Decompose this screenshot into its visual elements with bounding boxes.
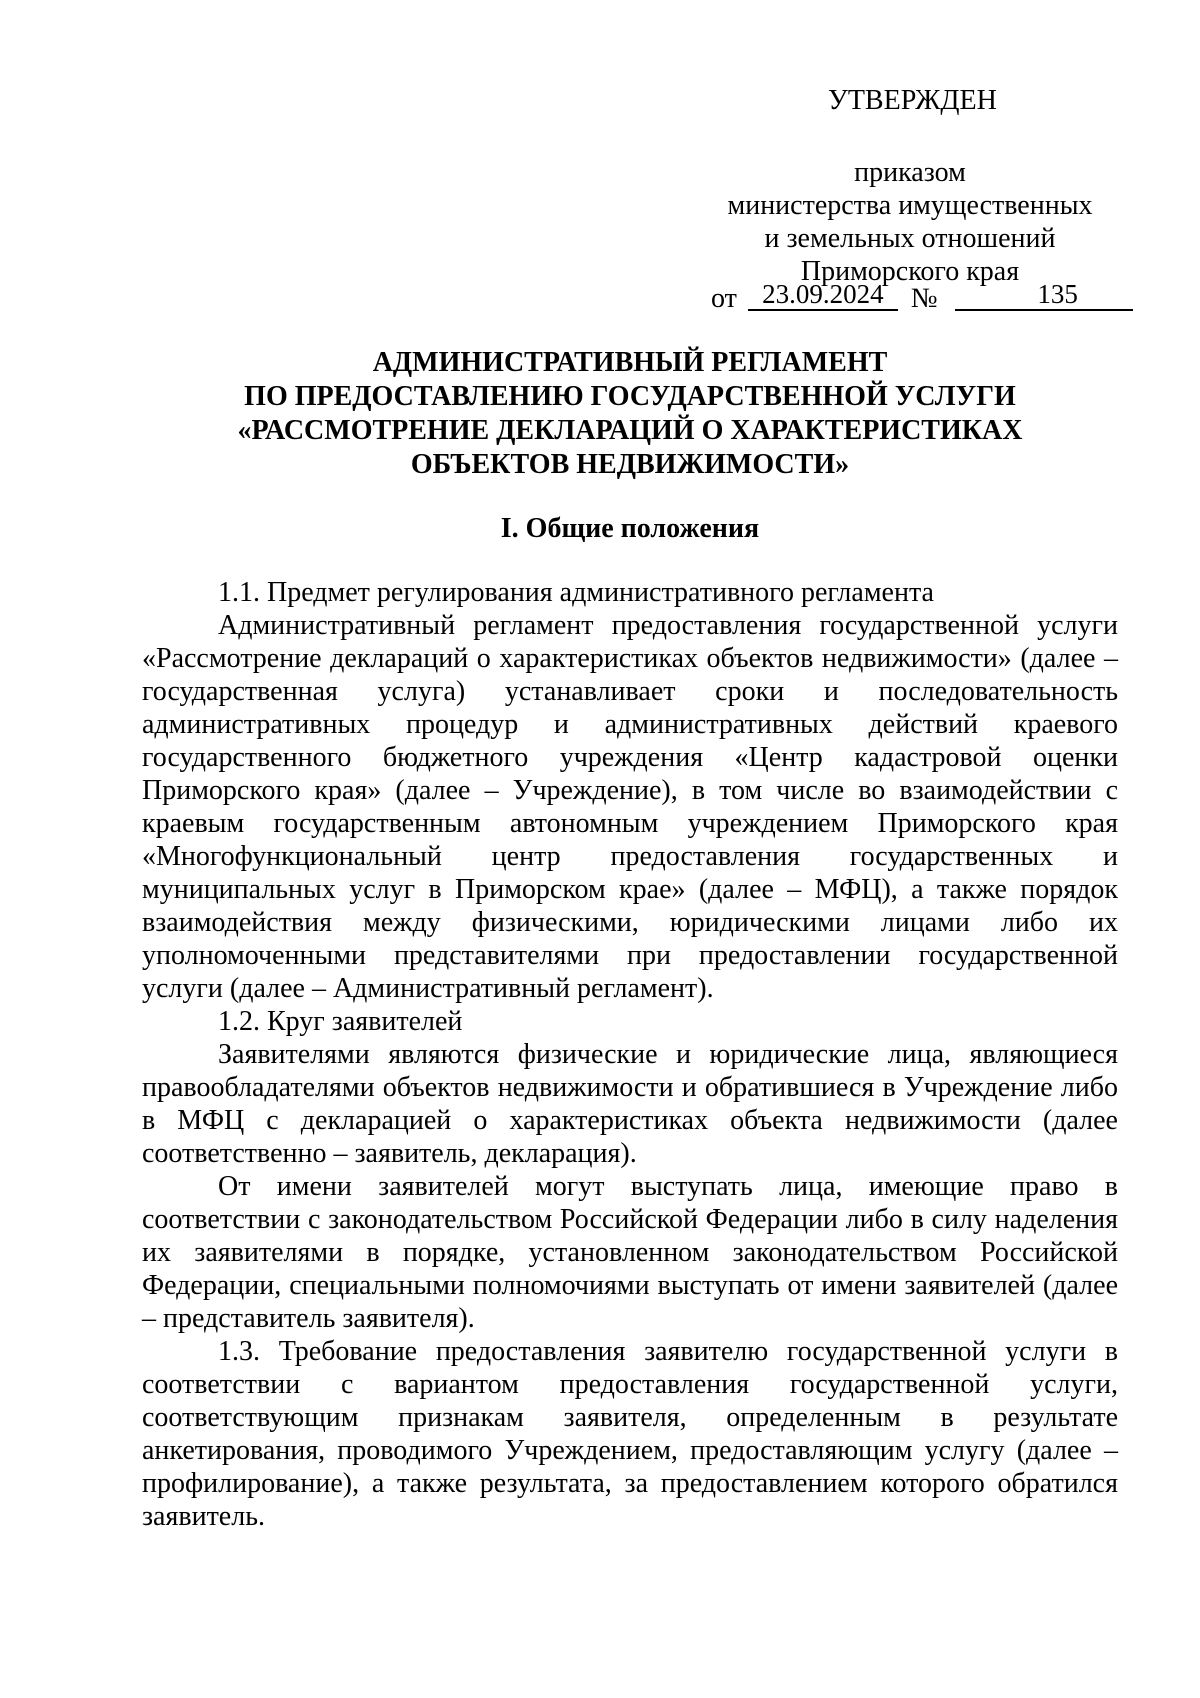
document-title-line: АДМИНИСТРАТИВНЫЙ РЕГЛАМЕНТ	[372, 347, 888, 378]
body-text	[142, 576, 1118, 1533]
paragraph: Административный регламент предоставления государственной услуги «Рассмотрение деклараций о характеристиках объектов недвижимости» (далее – государственная услуга) устанавливает сроки и последовательность административных процедур и административных действий краевого государственного бюджетного учреждения «Центр кадастровой оценки Приморского края» (далее – Учреждение), в том числе во взаимодействии с краевым государственным автономным учреждением Приморского края «Многофункциональный центр предоставления государственных и муниципальных услуг в Приморском крае» (далее – МФЦ), а также порядок взаимодействия между физическими, юридическими лицами либо их уполномоченными представителями при предоставлении государственной услуги (далее – Административный регламент).	[142, 610, 1118, 1004]
order-date-field: 23.09.2024	[748, 279, 898, 311]
section-heading: I. Общие положения	[500, 513, 760, 544]
number-prefix: №	[910, 283, 938, 314]
approval-block	[690, 156, 1130, 288]
date-prefix: от	[711, 283, 737, 314]
paragraph: От имени заявителей могут выступать лица, имеющие право в соответствии с законодательством Российской Федерации либо в силу наделения их заявителями в порядке, установленном законодательством Российской Федерации, специальными полномочиями выступать от имени заявителей (далее – представитель заявителя).	[142, 1171, 1118, 1334]
subsection-heading-1-1: 1.1. Предмет регулирования административного регламента	[218, 577, 934, 608]
paragraph: Заявителями являются физические и юридические лица, являющиеся правообладателями объектов недвижимости и обратившиеся в Учреждение либо в МФЦ с декларацией о характеристиках объекта недвижимости (далее соответственно – заявитель, декларация).	[142, 1039, 1118, 1169]
document-title-line: «РАССМОТРЕНИЕ ДЕКЛАРАЦИЙ О ХАРАКТЕРИСТИКАХ	[237, 415, 1023, 446]
approval-line-relations: и земельных отношений	[764, 223, 1056, 254]
subsection-heading-1-2: 1.2. Круг заявителей	[218, 1006, 463, 1037]
approval-line-region: Приморского края	[800, 256, 1020, 287]
document-title-line: ПО ПРЕДОСТАВЛЕНИЮ ГОСУДАРСТВЕННОЙ УСЛУГИ	[244, 381, 1016, 412]
order-number-field: 135	[955, 279, 1133, 311]
document-title	[130, 346, 1130, 482]
order-date-number-row	[711, 279, 1133, 316]
paragraph: 1.3. Требование предоставления заявителю государственной услуги в соответствии с вариантом предоставления государственной услуги, соответствующим признакам заявителя, определенным в результате анкетирования, проводимого Учреждением, предоставляющим услугу (далее – профилирование), а также результата, за предоставлением которого обратился заявитель.	[142, 1336, 1118, 1532]
document-title-line: ОБЪЕКТОВ НЕДВИЖИМОСТИ»	[410, 449, 850, 480]
approval-line-order: приказом	[854, 157, 966, 188]
approval-line-ministry: министерства имущественных	[727, 190, 1093, 221]
approval-title: УТВЕРЖДЕН	[828, 85, 997, 116]
